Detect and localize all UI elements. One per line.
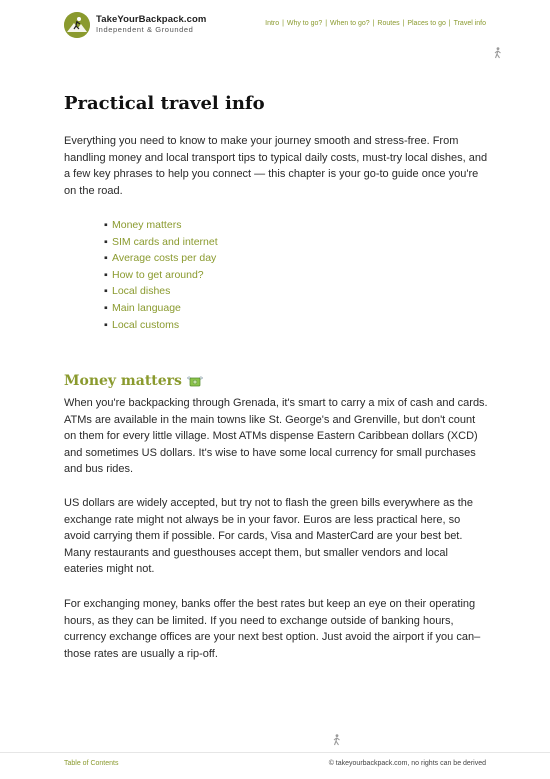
nav-intro[interactable]: Intro — [265, 20, 280, 27]
bullet-icon: ▪ — [104, 252, 108, 265]
toc-item — [104, 234, 218, 251]
section-title: Money matters — [64, 373, 182, 389]
intro-paragraph: Everything you need to know to make your journey smooth and stress-free. From handling money and local transport tips to typical daily costs, must-try local dishes, and a few key phrases to help you connect — this chapter is your go-to guide once you're on the road. — [64, 135, 488, 197]
bullet-icon: ▪ — [104, 235, 108, 248]
chapter-toc — [104, 217, 218, 333]
toc-item — [104, 250, 218, 267]
nav-separator: | — [400, 20, 407, 27]
nav-separator: | — [446, 20, 453, 27]
hiker-icon — [332, 733, 342, 751]
toc-link-main-language[interactable]: Main language — [112, 301, 181, 314]
toc-link-money-matters[interactable]: Money matters — [112, 219, 182, 231]
page-title: Practical travel info — [64, 93, 265, 114]
toc-link-get-around[interactable]: How to get around? — [112, 268, 204, 281]
bullet-icon: ▪ — [104, 318, 108, 331]
toc-link-sim-cards[interactable]: SIM cards and internet — [112, 235, 218, 248]
bullet-icon: ▪ — [104, 285, 108, 298]
toc-item — [104, 267, 218, 284]
toc-item — [104, 283, 218, 300]
bullet-icon: ▪ — [104, 219, 108, 231]
toc-item — [104, 300, 218, 317]
body-paragraph: For exchanging money, banks offer the best rates but keep an eye on their operating hours, as they can be limited. If you need to exchange outside of banking hours, currency exchange offices are your next best option. Just avoid the airport if you can–those rates are usually a rip-off. — [64, 598, 481, 660]
nav-separator: | — [280, 20, 286, 27]
hiker-icon — [493, 46, 503, 64]
nav-why-to-go[interactable]: Why to go? — [286, 20, 323, 27]
brand-tagline: Independent & Grounded — [96, 25, 194, 34]
nav-separator: | — [370, 20, 377, 27]
bullet-icon: ▪ — [104, 268, 108, 281]
table-of-contents-link[interactable]: Table of Contents — [64, 760, 119, 767]
body-paragraph: When you're backpacking through Grenada, it's smart to carry a mix of cash and cards. ATMs are available in the main towns like St. George's and Grenville, but don't count on them for every little village. Most ATMs dispense Eastern Caribbean dollars (XCD) and sometimes US dollars. It's wise to have some local currency for small purchases and bus rides. — [64, 397, 488, 476]
brand-name[interactable]: TakeYourBackpack.com — [96, 14, 207, 25]
body-paragraph: US dollars are widely accepted, but try not to flash the green bills everywhere as the exchange rate might not always be in your favor. Euros are less practical here, so avoid carrying them if possible. For cards, Visa and MasterCard are your best bet. Many restaurants and guesthouses accept them, but smaller vendors and local eateries might not. — [64, 497, 474, 576]
toc-link-local-customs[interactable]: Local customs — [112, 318, 180, 331]
nav-travel-info[interactable]: Travel info — [453, 20, 486, 27]
page-header — [0, 0, 550, 50]
logo-icon[interactable] — [64, 12, 90, 38]
page-footer — [0, 752, 550, 779]
toc-link-local-dishes[interactable]: Local dishes — [112, 285, 171, 298]
section-heading — [64, 373, 204, 389]
nav-when-to-go[interactable]: When to go? — [330, 20, 370, 27]
toc-item — [104, 317, 218, 334]
money-with-wings-icon — [186, 374, 204, 388]
toc-item — [104, 217, 218, 234]
copyright-notice: © takeyourbackpack.com, no rights can be derived — [328, 760, 486, 767]
bullet-icon: ▪ — [104, 301, 108, 314]
nav-separator: | — [323, 20, 329, 27]
top-nav — [265, 20, 486, 27]
toc-link-average-costs[interactable]: Average costs per day — [112, 252, 217, 265]
nav-routes[interactable]: Routes — [377, 20, 400, 27]
nav-places-to-go[interactable]: Places to go — [407, 20, 446, 27]
